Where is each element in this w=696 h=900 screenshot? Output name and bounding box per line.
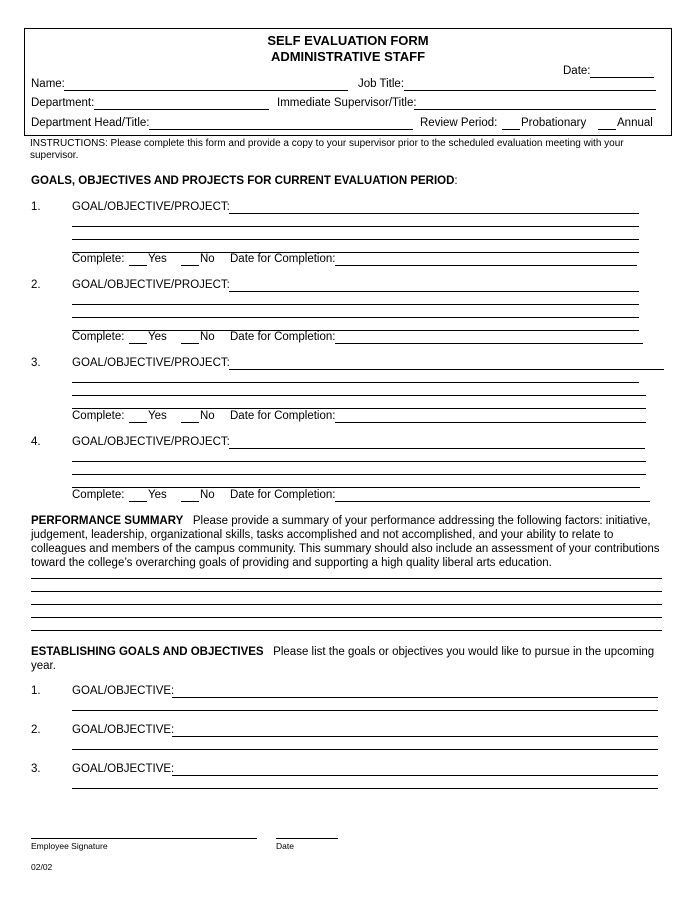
goal-2-label: GOAL/OBJECTIVE/PROJECT: (72, 279, 230, 291)
performance-line[interactable] (31, 630, 662, 631)
annual-label: Annual (617, 117, 653, 129)
performance-summary-text: PERFORMANCE SUMMARY Please provide a summary of your performance addressing the following factors: initiative, judgement, leadership, organizational skills, tasks accomplished and not accomplished, and your ability to relate to colleagues and members of the campus community. This summary should also include an assessment of your contributions toward the college’s overarching goals of providing and supporting a high quality liberal arts education. (31, 515, 660, 569)
goal-3-no-label: No (200, 410, 215, 422)
objective-3-field[interactable] (172, 775, 658, 776)
goal-2-field[interactable] (229, 291, 639, 292)
goal-1-line[interactable] (72, 239, 639, 240)
goal-4-line[interactable] (72, 487, 640, 488)
goal-1-number: 1. (31, 201, 41, 213)
goal-3-date-label: Date for Completion: (230, 410, 336, 422)
goal-2-line[interactable] (72, 317, 639, 318)
goal-3-yes-label: Yes (148, 410, 167, 422)
goal-2-no-label: No (200, 331, 215, 343)
goal-1-label: GOAL/OBJECTIVE/PROJECT: (72, 201, 230, 213)
signature-date-line[interactable] (276, 838, 338, 839)
name-field[interactable] (64, 90, 348, 91)
establishing-goals-text: ESTABLISHING GOALS AND OBJECTIVES Please list the goals or objectives you would like to pursue in the upcoming year. (31, 646, 655, 672)
goal-2-date-label: Date for Completion: (230, 331, 336, 343)
signature-line[interactable] (31, 838, 257, 839)
goal-4-number: 4. (31, 436, 41, 448)
review-period-label: Review Period: (420, 117, 498, 129)
goal-4-label: GOAL/OBJECTIVE/PROJECT: (72, 436, 230, 448)
performance-line[interactable] (31, 604, 662, 605)
goal-2-no-blank[interactable] (181, 343, 199, 344)
goal-4-yes-label: Yes (148, 489, 167, 501)
goal-3-line[interactable] (72, 408, 646, 409)
goal-4-date-field[interactable] (335, 501, 650, 502)
goal-4-line[interactable] (72, 461, 646, 462)
signature-label: Employee Signature (31, 841, 108, 851)
dept-head-label: Department Head/Title: (31, 117, 150, 129)
goal-2-date-field[interactable] (335, 343, 643, 344)
goal-4-line[interactable] (72, 474, 646, 475)
objective-3-label: GOAL/OBJECTIVE: (72, 763, 175, 775)
objective-1-field[interactable] (172, 697, 658, 698)
performance-line[interactable] (31, 591, 662, 592)
goal-1-field[interactable] (229, 213, 639, 214)
goal-3-label: GOAL/OBJECTIVE/PROJECT: (72, 357, 230, 369)
objective-3-line[interactable] (72, 788, 658, 789)
goal-1-no-blank[interactable] (181, 265, 199, 266)
objective-2-number: 2. (31, 724, 41, 736)
goal-2-number: 2. (31, 279, 41, 291)
goal-3-complete-label: Complete: (72, 410, 125, 422)
performance-line[interactable] (31, 578, 662, 579)
goals-heading: GOALS, OBJECTIVES AND PROJECTS FOR CURRENT EVALUATION PERIOD: (31, 175, 458, 187)
goal-1-date-label: Date for Completion: (230, 253, 336, 265)
goal-3-date-field[interactable] (335, 422, 646, 423)
date-field[interactable] (590, 77, 654, 78)
name-label: Name: (31, 78, 65, 90)
probationary-blank[interactable] (502, 129, 520, 130)
probationary-label: Probationary (521, 117, 587, 129)
supervisor-field[interactable] (414, 109, 656, 110)
signature-date-label: Date (276, 841, 294, 851)
goal-1-yes-label: Yes (148, 253, 167, 265)
goal-2-yes-blank[interactable] (129, 343, 147, 344)
goal-1-line[interactable] (72, 226, 639, 227)
goal-1-complete-label: Complete: (72, 253, 125, 265)
goal-3-field[interactable] (229, 369, 664, 370)
job-title-label: Job Title: (358, 78, 405, 90)
goal-2-line[interactable] (72, 304, 639, 305)
goal-3-yes-blank[interactable] (129, 422, 147, 423)
goal-4-field[interactable] (229, 448, 645, 449)
goal-1-date-field[interactable] (335, 265, 637, 266)
instructions: INSTRUCTIONS: Please complete this form and provide a copy to your supervisor prior to the scheduled evaluation meeting with your supervisor. (30, 138, 624, 161)
goal-4-no-label: No (200, 489, 215, 501)
objective-2-line[interactable] (72, 749, 658, 750)
form-title: SELF EVALUATION FORM (267, 33, 429, 48)
goal-1-no-label: No (200, 253, 215, 265)
goal-3-line[interactable] (72, 382, 639, 383)
objective-2-label: GOAL/OBJECTIVE: (72, 724, 175, 736)
goal-2-yes-label: Yes (148, 331, 167, 343)
goal-4-complete-label: Complete: (72, 489, 125, 501)
annual-blank[interactable] (598, 129, 616, 130)
department-field[interactable] (94, 109, 269, 110)
goal-2-complete-label: Complete: (72, 331, 125, 343)
supervisor-label: Immediate Supervisor/Title: (277, 97, 417, 109)
form-code: 02/02 (31, 862, 53, 872)
dept-head-field[interactable] (149, 129, 413, 130)
form-subtitle: ADMINISTRATIVE STAFF (270, 49, 426, 64)
goal-1-yes-blank[interactable] (129, 265, 147, 266)
job-title-field[interactable] (404, 90, 656, 91)
date-label: Date: (563, 65, 591, 77)
goal-3-line[interactable] (72, 395, 646, 396)
goal-3-number: 3. (31, 357, 41, 369)
goal-3-no-blank[interactable] (181, 422, 199, 423)
objective-1-line[interactable] (72, 710, 658, 711)
performance-line[interactable] (31, 617, 662, 618)
goal-4-yes-blank[interactable] (129, 501, 147, 502)
objective-2-field[interactable] (172, 736, 658, 737)
goal-4-no-blank[interactable] (181, 501, 199, 502)
objective-3-number: 3. (31, 763, 41, 775)
department-label: Department: (31, 97, 95, 109)
goal-4-date-label: Date for Completion: (230, 489, 336, 501)
objective-1-label: GOAL/OBJECTIVE: (72, 685, 175, 697)
objective-1-number: 1. (31, 685, 41, 697)
